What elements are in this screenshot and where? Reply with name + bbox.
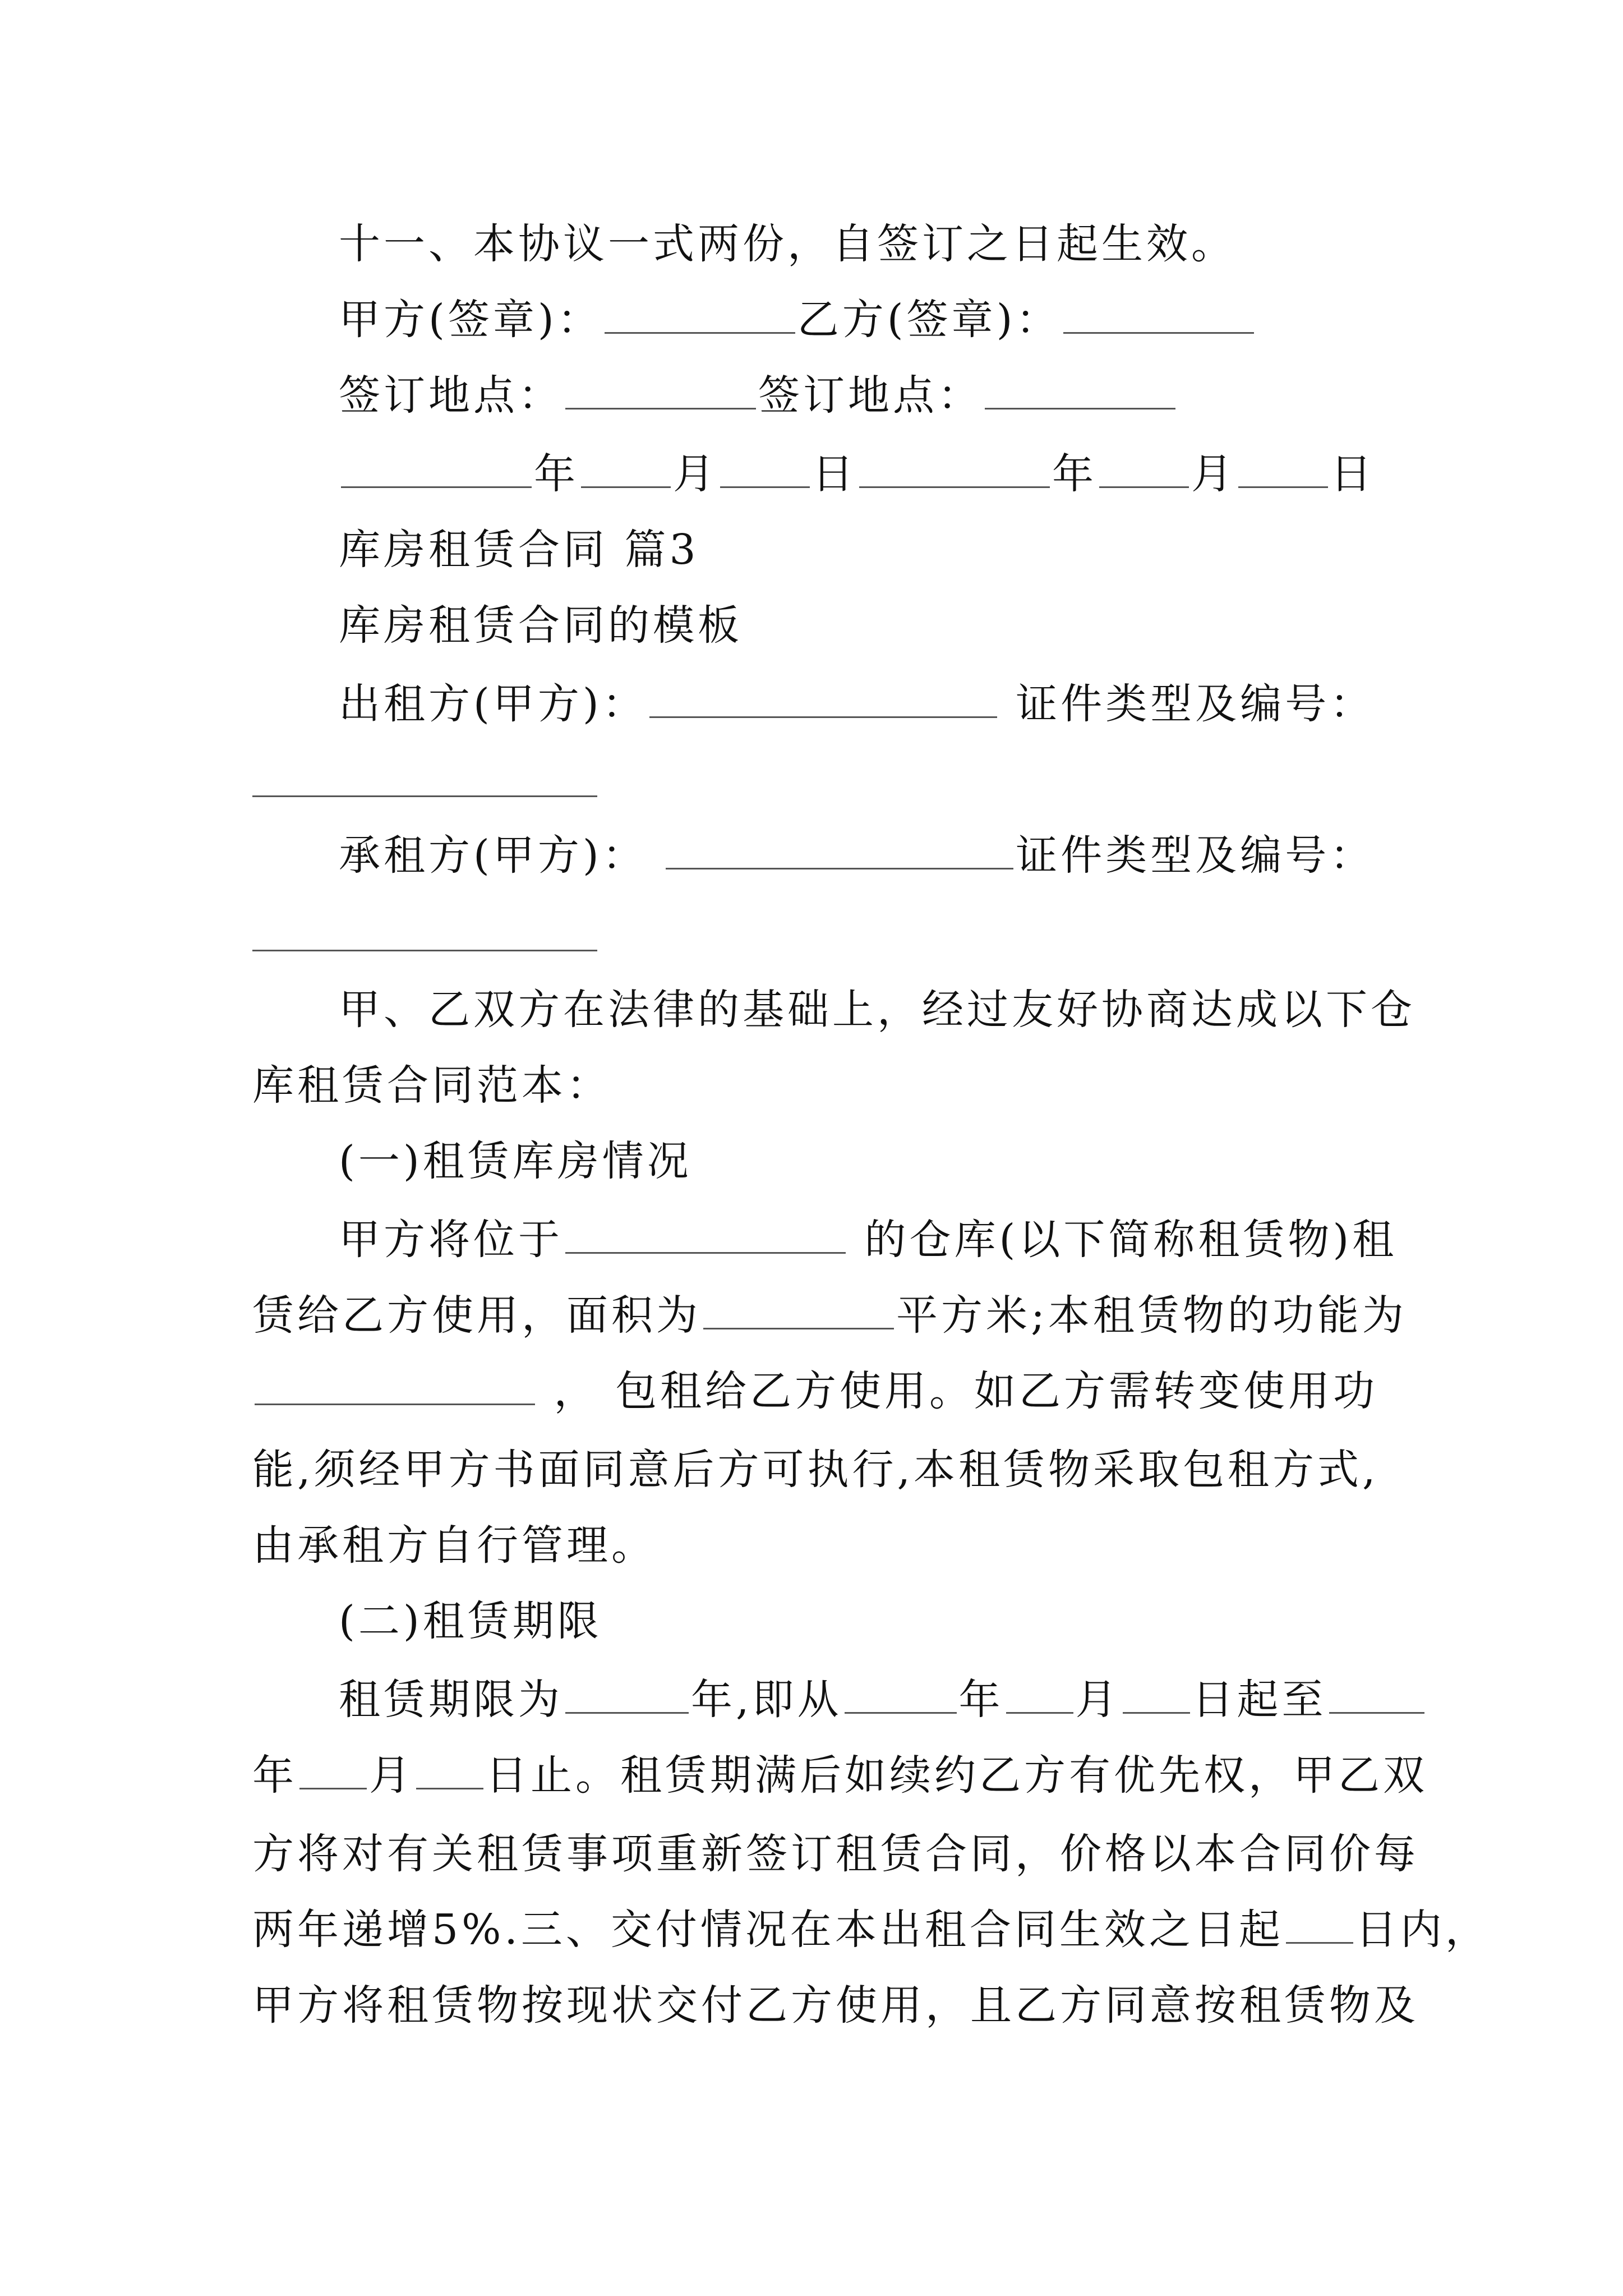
month-blank-a[interactable]: [581, 448, 671, 488]
lessor-id-label: 证件类型及编号：: [1016, 680, 1375, 728]
heading-warehouse-situation: [339, 1133, 692, 1189]
end-year-label: 年: [252, 1751, 297, 1800]
lessor-line: [339, 676, 1375, 732]
location-label: 甲方将位于: [339, 1216, 563, 1264]
term-label: 租赁期限为: [339, 1676, 563, 1724]
area-label: 赁给乙方使用，面积为: [252, 1291, 701, 1340]
function-line: [252, 1363, 1378, 1419]
term-line-3: [252, 1826, 1419, 1882]
start-year-label: 年: [958, 1676, 1004, 1724]
signing-place-blank-a[interactable]: [565, 370, 756, 409]
lessee-label: 承租方(甲方)：: [339, 831, 647, 880]
location-line: [339, 1212, 1397, 1268]
signing-place-label-b: 签订地点：: [758, 371, 983, 420]
preamble-text-2: 库租赁合同范本：: [252, 1061, 611, 1110]
delivery-text: 甲方将租赁物按现状交付乙方使用，且乙方同意按租赁物及: [252, 1981, 1419, 2030]
lessor-label: 出租方(甲方)：: [339, 680, 647, 728]
term-line-2: [252, 1747, 1428, 1803]
end-month-blank[interactable]: [299, 1750, 367, 1789]
function-line-2: [252, 1442, 1379, 1498]
preamble-line-2: [252, 1057, 611, 1114]
lessee-line: [339, 827, 1375, 884]
party-b-signature-blank[interactable]: [1063, 294, 1254, 334]
end-day-blank[interactable]: [416, 1750, 483, 1789]
start-day-label: 日起至: [1192, 1676, 1327, 1724]
year-blank-a[interactable]: [341, 448, 532, 488]
signature-line: [339, 292, 1256, 348]
term-line-1: [339, 1672, 1427, 1728]
area-text: 平方米;本租赁物的功能为: [896, 1291, 1407, 1340]
clause-eleven-text: 十一、本协议一式两份，自签订之日起生效。: [339, 220, 1236, 268]
location-blank[interactable]: [565, 1214, 846, 1254]
date-line: [339, 446, 1375, 502]
function-comma: ，: [554, 1367, 599, 1415]
signing-place-label-a: 签订地点：: [339, 371, 563, 420]
function-text-3: 由承租方自行管理。: [252, 1521, 656, 1570]
term-line-4: [252, 1902, 1490, 1958]
signing-place-line: [339, 367, 1178, 424]
month-blank-b[interactable]: [1099, 448, 1189, 488]
month-label-a: 月: [673, 450, 718, 498]
end-day-text: 日止。租赁期满后如续约乙方有优先权，甲乙双: [486, 1751, 1428, 1800]
heading-lease-term-text: (二)租赁期限: [339, 1597, 602, 1645]
start-day-blank[interactable]: [1123, 1674, 1190, 1714]
preamble-text-1: 甲、乙双方在法律的基础上，经过友好协商达成以下仓: [339, 986, 1415, 1034]
term-from-label: 年,即从: [691, 1676, 842, 1724]
party-a-signature-blank[interactable]: [605, 294, 795, 334]
delivery-days-label: 日内，: [1355, 1906, 1490, 1954]
function-text: 包租给乙方使用。如乙方需转变使用功: [615, 1367, 1378, 1415]
function-blank[interactable]: [255, 1365, 535, 1405]
delivery-days-blank[interactable]: [1286, 1904, 1353, 1944]
party-a-signature-label: 甲方(签章)：: [339, 296, 602, 344]
heading-lease-term: [339, 1593, 602, 1649]
lessee-id-label: 证件类型及编号：: [1016, 831, 1375, 880]
heading-warehouse-situation-text: (一)租赁库房情况: [339, 1137, 692, 1185]
preamble-line-1: [339, 982, 1415, 1038]
day-label-b: 日: [1330, 450, 1375, 498]
section-title: [339, 522, 699, 578]
year-label-a: 年: [534, 450, 579, 498]
start-month-label: 月: [1075, 1676, 1121, 1724]
area-line: [252, 1287, 1407, 1343]
function-text-2: 能,须经甲方书面同意后方可执行,本租赁物采取包租方式,: [252, 1446, 1379, 1494]
day-blank-b[interactable]: [1238, 448, 1328, 488]
year-blank-b[interactable]: [859, 448, 1050, 488]
lessor-id-blank[interactable]: [252, 795, 597, 797]
year-label-b: 年: [1052, 450, 1097, 498]
term-years-blank[interactable]: [565, 1674, 689, 1714]
lessee-name-blank[interactable]: [666, 830, 1013, 869]
delivery-line: [252, 1977, 1419, 2033]
end-month-label: 月: [369, 1751, 414, 1800]
signing-place-blank-b[interactable]: [985, 370, 1175, 409]
party-b-signature-label: 乙方(签章)：: [797, 296, 1061, 344]
lessee-id-blank[interactable]: [252, 950, 597, 951]
day-blank-a[interactable]: [720, 448, 810, 488]
location-text: 的仓库(以下简称租赁物)租: [864, 1216, 1398, 1264]
template-title-text: 库房租赁合同的模板: [339, 601, 743, 650]
term-text-3: 方将对有关租赁事项重新签订租赁合同，价格以本合同价每: [252, 1830, 1419, 1878]
start-year-blank[interactable]: [845, 1674, 957, 1714]
function-line-3: [252, 1517, 656, 1573]
end-year-blank[interactable]: [1329, 1674, 1424, 1714]
lessor-name-blank[interactable]: [649, 678, 997, 718]
start-month-blank[interactable]: [1006, 1674, 1073, 1714]
month-label-b: 月: [1191, 450, 1236, 498]
clause-eleven: [339, 216, 1236, 272]
area-blank[interactable]: [703, 1290, 894, 1329]
template-title: [339, 597, 743, 654]
day-label-a: 日: [812, 450, 857, 498]
increase-text: 两年递增5%.三、交付情况在本出租合同生效之日起: [252, 1906, 1284, 1954]
section-title-text: 库房租赁合同 篇3: [339, 526, 699, 574]
